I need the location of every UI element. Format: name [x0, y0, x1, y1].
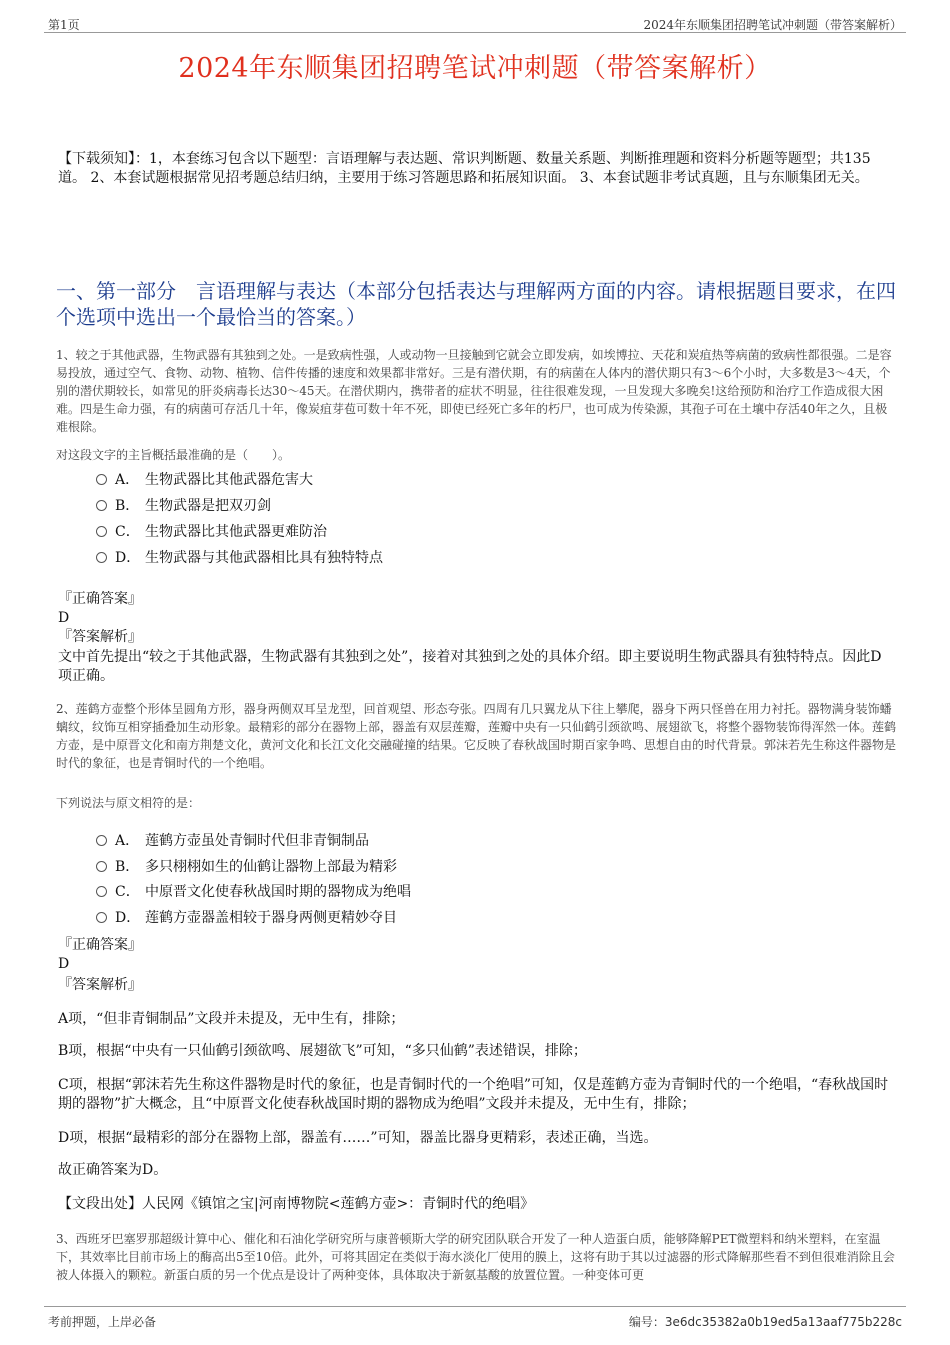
radio-icon[interactable] [96, 474, 107, 485]
document-code: 编号：3e6dc35382a0b19ed5a13aaf775b228c [628, 1315, 902, 1329]
radio-icon[interactable] [96, 912, 107, 923]
q1-answer: D [58, 610, 70, 626]
q2-answer-label: 『正确答案』 [58, 937, 142, 953]
q2-analysis-line: 故正确答案为D。 [58, 1162, 168, 1178]
q2-analysis-line: B项，根据“中央有一只仙鹤引颈欲鸣、展翅欲飞”可知，“多只仙鹤”表述错误，排除； [58, 1043, 587, 1059]
radio-icon[interactable] [96, 500, 107, 511]
q1-answer-label: 『正确答案』 [58, 591, 142, 607]
page-number: 第1页 [48, 18, 80, 32]
q2-source: 【文段出处】人民网《镇馆之宝|河南博物院<莲鹤方壶>：青铜时代的绝唱》 [58, 1196, 535, 1212]
radio-icon[interactable] [96, 861, 107, 872]
radio-icon[interactable] [96, 886, 107, 897]
q2-option-c[interactable]: C． 中原晋文化使春秋战国时期的器物成为绝唱 [96, 880, 411, 902]
document-title: 2024年东顺集团招聘笔试冲刺题（带答案解析） [178, 53, 772, 84]
q1-option-c[interactable]: C． 生物武器比其他武器更难防治 [96, 520, 327, 542]
q1-option-b[interactable]: B． 生物武器是把双刃剑 [96, 494, 271, 516]
question-2-stem: 2、莲鹤方壶整个形体呈圆角方形，器身两侧双耳呈龙型，回首观望、形态夸张。四周有几只翼龙从下往上攀爬，器身下两只怪兽在用力衬托。器物满身装饰蟠螭纹，纹饰互相穿插叠加生动形象。最精彩的部分在器物上部，器盖有双层莲瓣，莲瓣中央有一只仙鹤引颈欲鸣、展翅欲飞，将整个器物装饰得浑然一体。莲鹤方壶，是中原晋文化和南方荆楚文化，黄河文化和长江文化交融碰撞的结果。它反映了春秋战国时期百家争鸣、思想自由的时代背景。郭沫若先生称这件器物是时代的象征，也是青铜时代的一个绝唱。 [56, 702, 897, 770]
header-doc-title: 2024年东顺集团招聘笔试冲刺题（带答案解析） [643, 18, 902, 32]
q2-analysis-line: C项，根据“郭沫若先生称这件器物是时代的象征，也是青铜时代的一个绝唱”可知，仅是莲鹤方壶为青铜时代的一个绝唱，“春秋战国时期的器物”扩大概念，且“中原晋文化使春秋战国时期的器物成为绝唱”文段并未提及，无中生有，排除； [58, 1077, 889, 1112]
footer-slogan: 考前押题，上岸必备 [48, 1315, 157, 1329]
q2-option-a[interactable]: A． 莲鹤方壶虽处青铜时代但非青铜制品 [96, 829, 369, 851]
q2-analysis-line: A项，“但非青铜制品”文段并未提及，无中生有，排除； [58, 1011, 405, 1027]
section-heading: 一、第一部分 言语理解与表达（本部分包括表达与理解两方面的内容。请根据题目要求，在四个选项中选出一个最恰当的答案。） [56, 279, 896, 329]
radio-icon[interactable] [96, 526, 107, 537]
q2-option-b[interactable]: B． 多只栩栩如生的仙鹤让器物上部最为精彩 [96, 855, 397, 877]
q1-option-d[interactable]: D． 生物武器与其他武器相比具有独特特点 [96, 546, 383, 568]
radio-icon[interactable] [96, 552, 107, 563]
q2-answer: D [58, 956, 70, 972]
page-header [44, 14, 906, 33]
question-1-ask: 对这段文字的主旨概括最准确的是（ ）。 [56, 448, 291, 462]
page-footer [44, 1306, 906, 1331]
q1-analysis-label: 『答案解析』 [58, 629, 142, 645]
q1-analysis: 文中首先提出“较之于其他武器，生物武器有其独到之处”，接着对其独到之处的具体介绍。即主要说明生物武器具有独特特点。因此D项正确。 [58, 649, 882, 684]
question-1-stem: 1、较之于其他武器，生物武器有其独到之处。一是致病性强，人或动物一旦接触到它就会立即发病，如埃博拉、天花和炭疽热等病菌的致病性都很强。二是容易投放，通过空气、食物、动物、植物、信件传播的速度和效果都非常好。三是有潜伏期，有的病菌在人体内的潜伏期只有3～6个小时，大多数是3～4天，个别的潜伏期较长，如常见的肝炎病毒长达30～45天。在潜伏期内，携带者的症状不明显，往往很难发现，一旦发现大多晚矣!这给预防和治疗工作造成很大困难。四是生命力强，有的病菌可存活几十年，像炭疽芽苞可数十年不死，即使已经死亡多年的朽尸，也可成为传染源，其孢子可在土壤中存活40年之久，且极难根除。 [56, 348, 892, 434]
question-3-stem: 3、西班牙巴塞罗那超级计算中心、催化和石油化学研究所与康普顿斯大学的研究团队联合开发了一种人造蛋白质，能够降解PET微塑料和纳米塑料，在室温下，其效率比目前市场上的酶高出5至10倍。此外，可将其固定在类似于海水淡化厂使用的膜上，这将有助于其以过滤器的形式降解那些看不到但很难消除且会被人体摄入的颗粒。新蛋白质的另一个优点是设计了两种变体，具体取决于新氨基酸的放置位置。一种变体可更 [56, 1232, 895, 1282]
question-2-ask: 下列说法与原文相符的是： [56, 796, 201, 810]
q2-option-d[interactable]: D． 莲鹤方壶器盖相较于器身两侧更精妙夺目 [96, 906, 397, 928]
q1-option-a[interactable]: A． 生物武器比其他武器危害大 [96, 468, 313, 490]
download-notice: 【下载须知】：1，本套练习包含以下题型：言语理解与表达题、常识判断题、数量关系题、判断推理题和资料分析题等题型；共135道。 2、本套试题根据常见招考题总结归纳，主要用于练习答题思路和拓展知识面。 3、本套试题非考试真题，且与东顺集团无关。 [58, 151, 871, 186]
q2-analysis-label: 『答案解析』 [58, 977, 142, 993]
q2-analysis-line: D项，根据“最精彩的部分在器物上部，器盖有……”可知，器盖比器身更精彩，表述正确，当选。 [58, 1130, 658, 1146]
radio-icon[interactable] [96, 835, 107, 846]
